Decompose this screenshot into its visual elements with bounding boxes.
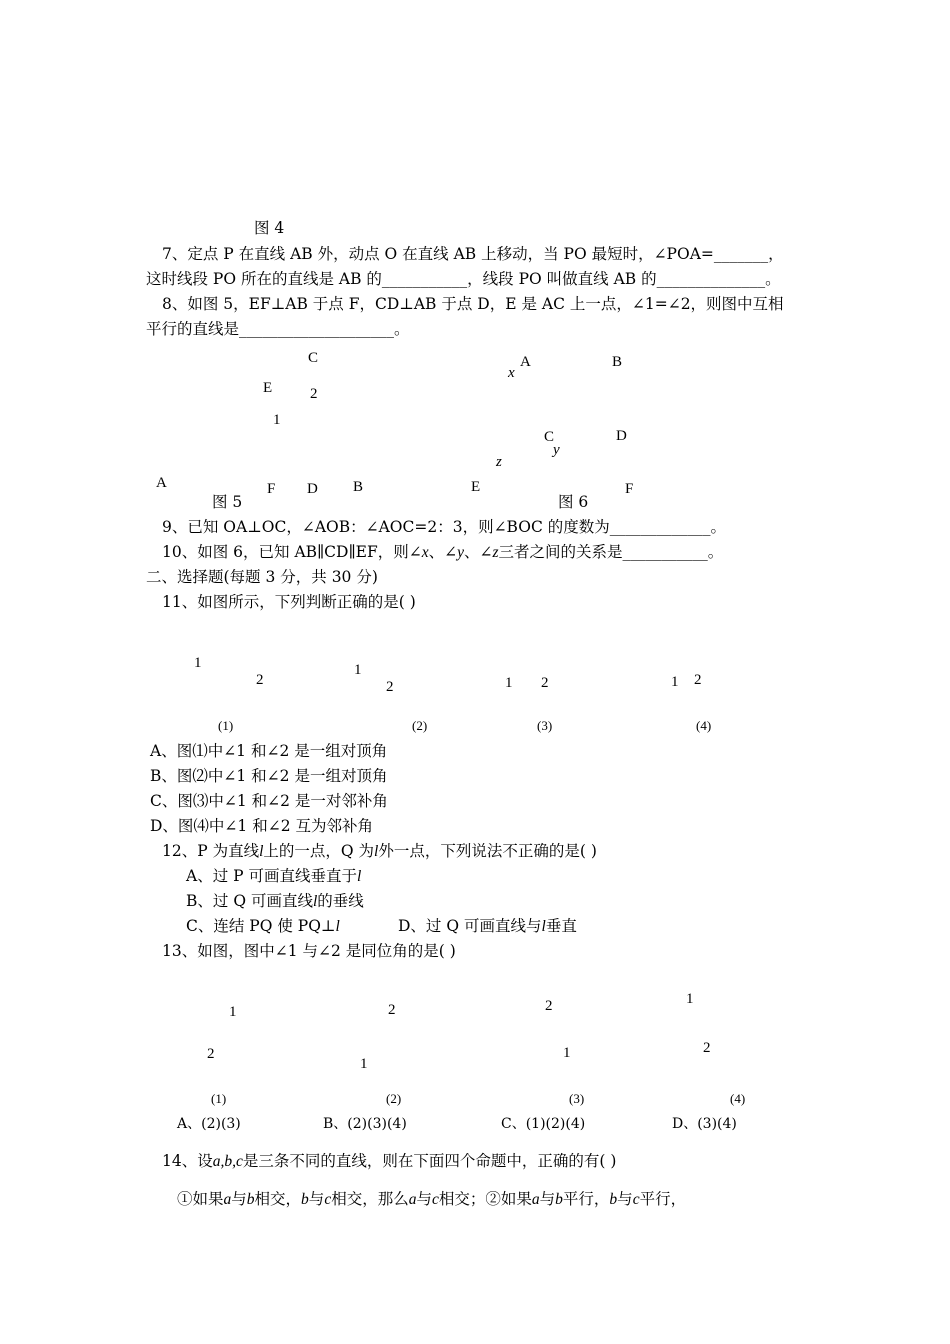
q14-p-text-1: ①如果 [177, 1190, 224, 1208]
fig6-label-a: A [520, 354, 531, 370]
q13-fig1-angle-1: 1 [229, 1004, 237, 1020]
section-2-heading: 二、选择题(每题 3 分，共 30 分) [146, 568, 378, 586]
question-14-stem [162, 1151, 616, 1172]
q11-fig2-angle-1: 1 [354, 662, 362, 678]
q11-fig2-angle-2: 2 [386, 679, 394, 695]
q13-fig4-angle-2: 2 [703, 1040, 711, 1056]
q11-option-d: D、图⑷中∠1 和∠2 互为邻补角 [150, 817, 373, 835]
q12-option-a-var-l: l [356, 868, 362, 885]
q13-fig4-caption: (4) [730, 1091, 746, 1106]
question-8-line-2: 平行的直线是____________________。 [146, 320, 410, 338]
q10-text-4: 三者之间的关系是___________。 [498, 543, 724, 561]
fig5-label-angle-1: 1 [273, 412, 281, 428]
q13-option-c: C、(1)(2)(4) [501, 1116, 586, 1132]
q11-fig3-angle-2: 2 [541, 675, 549, 691]
q12-stem-part-3: 外一点，下列说法不正确的是( ) [378, 842, 597, 860]
fig6-label-f: F [625, 481, 634, 497]
question-10 [162, 542, 723, 563]
fig5-label-b: B [353, 479, 364, 495]
q13-fig1-caption: (1) [211, 1091, 227, 1106]
fig5-label-f: F [267, 481, 276, 497]
q14-vars: a,b,c [212, 1153, 243, 1170]
q14-var-b-3: b [555, 1191, 563, 1208]
fig5-label-d: D [307, 481, 318, 497]
q13-fig2-angle-2: 2 [388, 1002, 396, 1018]
q13-fig4-angle-1: 1 [686, 991, 694, 1007]
fig6-label-d: D [616, 428, 627, 444]
q11-fig4-angle-2: 2 [694, 672, 702, 688]
q10-var-x: x [421, 544, 429, 561]
q12-option-a-text: A、过 P 可画直线垂直于 [186, 867, 357, 885]
q11-fig1-angle-1: 1 [194, 655, 202, 671]
fig6-label-y: y [553, 442, 560, 458]
q11-fig1-angle-2: 2 [256, 672, 264, 688]
question-12-stem [162, 841, 597, 862]
q14-stem-part-1: 14、设 [162, 1152, 213, 1170]
q14-var-a-3: a [531, 1191, 540, 1208]
q10-text-3: 、∠ [463, 543, 493, 561]
q12-option-d [398, 916, 577, 937]
fig6-label-c: C [544, 429, 555, 445]
q14-p-text-6: 平行， [639, 1190, 687, 1208]
q14-p-yu-4: 与 [539, 1190, 556, 1208]
question-9: 9、已知 OA⊥OC，∠AOB：∠AOC=2：3，则∠BOC 的度数为_____________。 [162, 518, 726, 536]
q12-option-b-text-2: 的垂线 [317, 892, 364, 910]
q14-var-c-2: c [431, 1191, 439, 1208]
q12-option-c-var-l: l [335, 918, 340, 935]
q14-var-c-1: c [324, 1191, 332, 1208]
q12-option-b-var-l: l [312, 893, 318, 910]
q11-fig4-caption: (4) [696, 718, 712, 733]
question-7-line-2: 这时线段 PO 所在的直线是 AB 的___________，线段 PO 叫做直线 AB 的______________。 [146, 270, 781, 288]
q10-text-2: 、∠ [428, 543, 458, 561]
question-7-line-1: 7、定点 P 在直线 AB 外，动点 O 在直线 AB 上移动，当 PO 最短时，∠POA=_______， [162, 245, 784, 263]
fig6-label-e: E [471, 479, 481, 495]
q11-option-a: A、图⑴中∠1 和∠2 是一组对顶角 [150, 742, 388, 760]
q14-p-text-5: 平行， [562, 1190, 610, 1208]
fig5-label-a: A [156, 475, 167, 491]
q12-var-l-2: l [374, 843, 379, 860]
q14-p-text-4: 相交；②如果 [438, 1190, 532, 1208]
fig5-label-angle-2: 2 [310, 386, 318, 402]
q14-p-yu-5: 与 [617, 1190, 633, 1208]
q14-proposition-line [177, 1189, 686, 1210]
q12-option-b-text-1: B、过 Q 可画直线 [186, 892, 313, 910]
q14-p-text-3: 相交，那么 [331, 1190, 409, 1208]
q10-var-z: z [492, 544, 499, 561]
q14-var-b-2: b [301, 1191, 309, 1208]
q14-var-a-2: a [408, 1191, 417, 1208]
q14-var-b-1: b [246, 1191, 255, 1208]
figure-4-caption: 图 4 [254, 219, 285, 237]
fig6-label-b: B [612, 354, 623, 370]
q11-fig3-caption: (3) [537, 718, 553, 733]
question-11-stem: 11、如图所示，下列判断正确的是( ) [162, 593, 416, 611]
q13-fig2-caption: (2) [386, 1091, 402, 1106]
q10-text-1: 10、如图 6，已知 AB∥CD∥EF，则∠ [162, 543, 422, 561]
q14-var-c-3: c [632, 1191, 640, 1208]
q11-fig2-caption: (2) [412, 718, 428, 733]
q12-stem-part-2: 上的一点，Q 为 [263, 842, 375, 860]
q14-p-yu-2: 与 [308, 1190, 325, 1208]
q10-var-y: y [457, 544, 464, 561]
q11-option-b: B、图⑵中∠1 和∠2 是一组对顶角 [150, 767, 388, 785]
q12-stem-part-1: 12、P 为直线 [162, 842, 260, 860]
q11-option-c: C、图⑶中∠1 和∠2 是一对邻补角 [150, 792, 388, 810]
fig6-label-z: z [496, 454, 502, 470]
question-13-stem: 13、如图，图中∠1 与∠2 是同位角的是( ) [162, 942, 456, 960]
q12-option-a [186, 866, 361, 887]
q13-fig2-angle-1: 1 [360, 1056, 368, 1072]
q12-option-d-text-2: 垂直 [545, 917, 577, 935]
q13-fig3-angle-1: 1 [563, 1045, 571, 1061]
q12-option-c [186, 916, 340, 937]
figure-5-caption: 图 5 [212, 493, 243, 511]
q12-option-c-text: C、连结 PQ 使 PQ⊥ [186, 917, 336, 935]
q14-p-yu-1: 与 [231, 1190, 247, 1208]
q13-option-d: D、(3)(4) [672, 1116, 737, 1132]
q12-var-l-1: l [259, 843, 264, 860]
q11-fig1-caption: (1) [218, 718, 234, 733]
q14-p-yu-3: 与 [416, 1190, 432, 1208]
q13-fig1-angle-2: 2 [207, 1046, 215, 1062]
q12-option-d-text-1: D、过 Q 可画直线与 [398, 917, 542, 935]
q14-var-b-4: b [609, 1191, 618, 1208]
figure-6-caption: 图 6 [558, 493, 589, 511]
q14-stem-part-2: 是三条不同的直线，则在下面四个命题中，正确的有( ) [242, 1152, 617, 1170]
question-8-line-1: 8、如图 5，EF⊥AB 于点 F，CD⊥AB 于点 D，E 是 AC 上一点，∠1=∠2，则图中互相 [162, 295, 784, 313]
fig5-label-e: E [263, 380, 273, 396]
q13-fig3-caption: (3) [569, 1091, 585, 1106]
q12-option-d-var-l: l [541, 918, 546, 935]
q12-option-b [186, 891, 364, 912]
q14-var-a-1: a [223, 1191, 232, 1208]
fig6-label-x: x [508, 365, 515, 381]
q11-fig4-angle-1: 1 [671, 674, 679, 690]
q14-p-text-2: 相交， [254, 1190, 302, 1208]
q13-option-b: B、(2)(3)(4) [323, 1116, 407, 1132]
q11-fig3-angle-1: 1 [505, 675, 513, 691]
q13-fig3-angle-2: 2 [545, 998, 553, 1014]
q13-option-a: A、(2)(3) [177, 1116, 241, 1132]
fig5-label-c: C [308, 350, 319, 366]
